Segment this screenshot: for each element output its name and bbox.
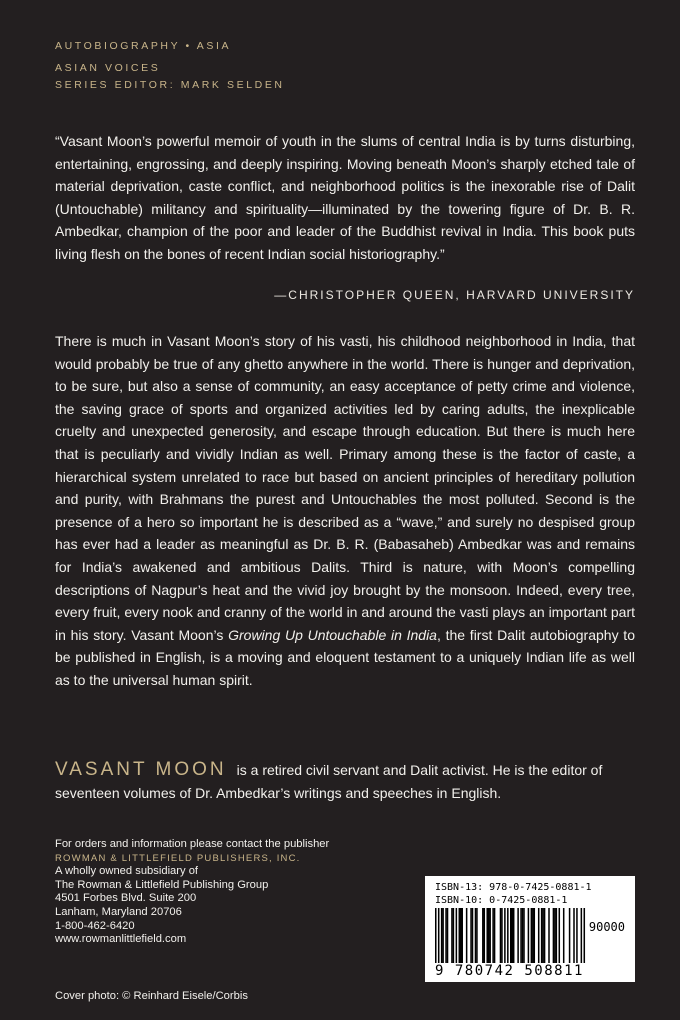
barcode-bar [494,908,496,963]
publisher-address: Lanham, Maryland 20706 [55,905,182,918]
barcode-digits: 9 780742 508811 [435,963,584,979]
barcode-bar [532,908,534,963]
publisher-line: The Rowman & Littlefield Publishing Group [55,878,269,891]
endorsement-quote: “Vasant Moon’s powerful memoir of youth in the slums of central India is by turns disturbing, entertaining, engrossing, and deeply inspiring. Moving beneath Moon’s sharply etched tale of material deprivation, caste conflict, and neighborhood politics is the inexorable rise of Dalit (Untouchable) militancy and spirituality—illuminated by the towering figure of Dr. B. R. Ambedkar, champion of the poor and leader of the Buddhist revival in India. This book puts living flesh on the bones of recent Indian social historiography.” [55,133,635,262]
barcode-bar [460,908,462,963]
barcode-bar [475,908,477,963]
barcode-bar [488,908,490,963]
book-description [55,330,635,692]
barcode-bar [441,908,443,963]
barcode-bar [531,908,533,963]
barcode-bar [504,908,506,963]
barcode-bar [456,908,458,963]
barcode-bar [451,908,453,963]
barcode-bar [435,908,437,963]
isbn-10: ISBN-10: 0-7425-0881-1 [435,895,568,906]
barcode-bar [553,908,555,963]
description-text: , the first Dalit autobiography to be published in English, is a moving and eloquent testament to a uniquely Indian life as well as to the universal human spirit. [55,626,635,688]
author-bio [55,758,635,805]
series-editor: SERIES EDITOR: MARK SELDEN [55,79,285,91]
barcode-bar [576,908,578,963]
barcode-bar [513,908,515,963]
author-name: VASANT MOON [55,759,227,780]
barcode-bar [492,908,494,963]
publisher-address: 4501 Forbes Blvd. Suite 200 [55,892,197,905]
barcode-bar [584,908,586,963]
publisher-name: ROWMAN & LITTLEFIELD PUBLISHERS, INC. [55,852,301,864]
barcode-bar [573,908,575,963]
endorsement-attribution: —CHRISTOPHER QUEEN, HARVARD UNIVERSITY [274,288,635,302]
barcode-bar [523,908,525,963]
cover-photo-credit: Cover photo: © Reinhard Eisele/Corbis [55,990,248,1002]
barcode-bar [528,908,530,963]
barcode-bars [435,908,625,966]
barcode-bar [445,908,447,963]
publisher-info [55,838,415,947]
barcode-bar [447,908,449,963]
barcode-bar [466,908,468,963]
barcode-bar [554,908,556,963]
isbn-13: ISBN-13: 978-0-7425-0881-1 [435,882,592,893]
barcode-bar [489,908,491,963]
barcode-bar [486,908,488,963]
book-title: Growing Up Untouchable in India [228,626,437,643]
barcode-bar [542,908,544,963]
barcode-bar [522,908,524,963]
barcode-bar [507,908,509,963]
barcode-bar [559,908,561,963]
barcode-bar [544,908,546,963]
barcode-bar [538,908,540,963]
barcode-box [425,876,635,982]
barcode-bar [569,908,571,963]
barcode-bar [548,908,550,963]
barcode-bar [459,908,461,963]
barcode-bar [500,908,502,963]
barcode-bar [472,908,474,963]
barcode-bar [511,908,513,963]
barcode-bar [442,908,444,963]
publisher-line: A wholly owned subsidiary of [55,865,199,878]
barcode-bar [510,908,512,963]
barcode-bar [484,908,486,963]
barcode-bar [581,908,583,963]
barcode-bar [461,908,463,963]
series-name: ASIAN VOICES [55,62,161,74]
barcode-bar [438,908,440,963]
barcode-bar [520,908,522,963]
publisher-contact: For orders and information please contact the publisher [55,838,330,850]
author-bio-text: is a retired civil servant and Dalit activist. He is the editor of seventeen volumes of Dr. Ambedkar’s writings and speeches in English. [55,762,603,801]
publisher-phone: 1-800-462-6420 [55,919,135,932]
barcode-bar [534,908,536,963]
barcode-bar [556,908,558,963]
barcode-bar [470,908,472,963]
barcode-bar [453,908,455,963]
barcode-bar [501,908,503,963]
barcode-bar [476,908,478,963]
description-text: There is much in Vasant Moon’s story of his vasti, his childhood neighborhood in India, that would probably be true of any ghetto anywhere in the world. There is hunger and deprivation, to be sure, but also a sense of community, an easy acceptance of petty crime and violence, the saving grace of sports and organized activities led by caring adults, the inexplicable cruelty and unexpected generosity, and escape through education. But there is much here that is peculiarly and vividly Indian as well. Primary among these is the factor of caste, a hierarchical system unrelated to race but based on ancient principles of hereditary pollution and purity, with Brahmans the purest and Untouchables the most polluted. Second is the presence of a hero so important he is described as a “wave,” and surely no despised group has ever had a leader as meaningful as Dr. B. R. (Babasaheb) Ambedkar was and remains for India’s awakened and ambitious Dalits. Third is nature, with Moon’s compelling descriptions of Nagpur’s heat and the vivid joy brought by the monsoon. Indeed, every tree, every fruit, every nook and cranny of the world in and around the vasti plays an important part in his story. Vasant Moon’s [55,333,635,643]
price-code: 90000 [588,920,625,934]
barcode-bar [563,908,565,963]
barcode-bar [482,908,484,963]
publisher-website: www.rowmanlittlefield.com [55,933,187,946]
category-line: AUTOBIOGRAPHY • ASIA [55,40,232,52]
barcode-bar [541,908,543,963]
barcode-bar [517,908,519,963]
